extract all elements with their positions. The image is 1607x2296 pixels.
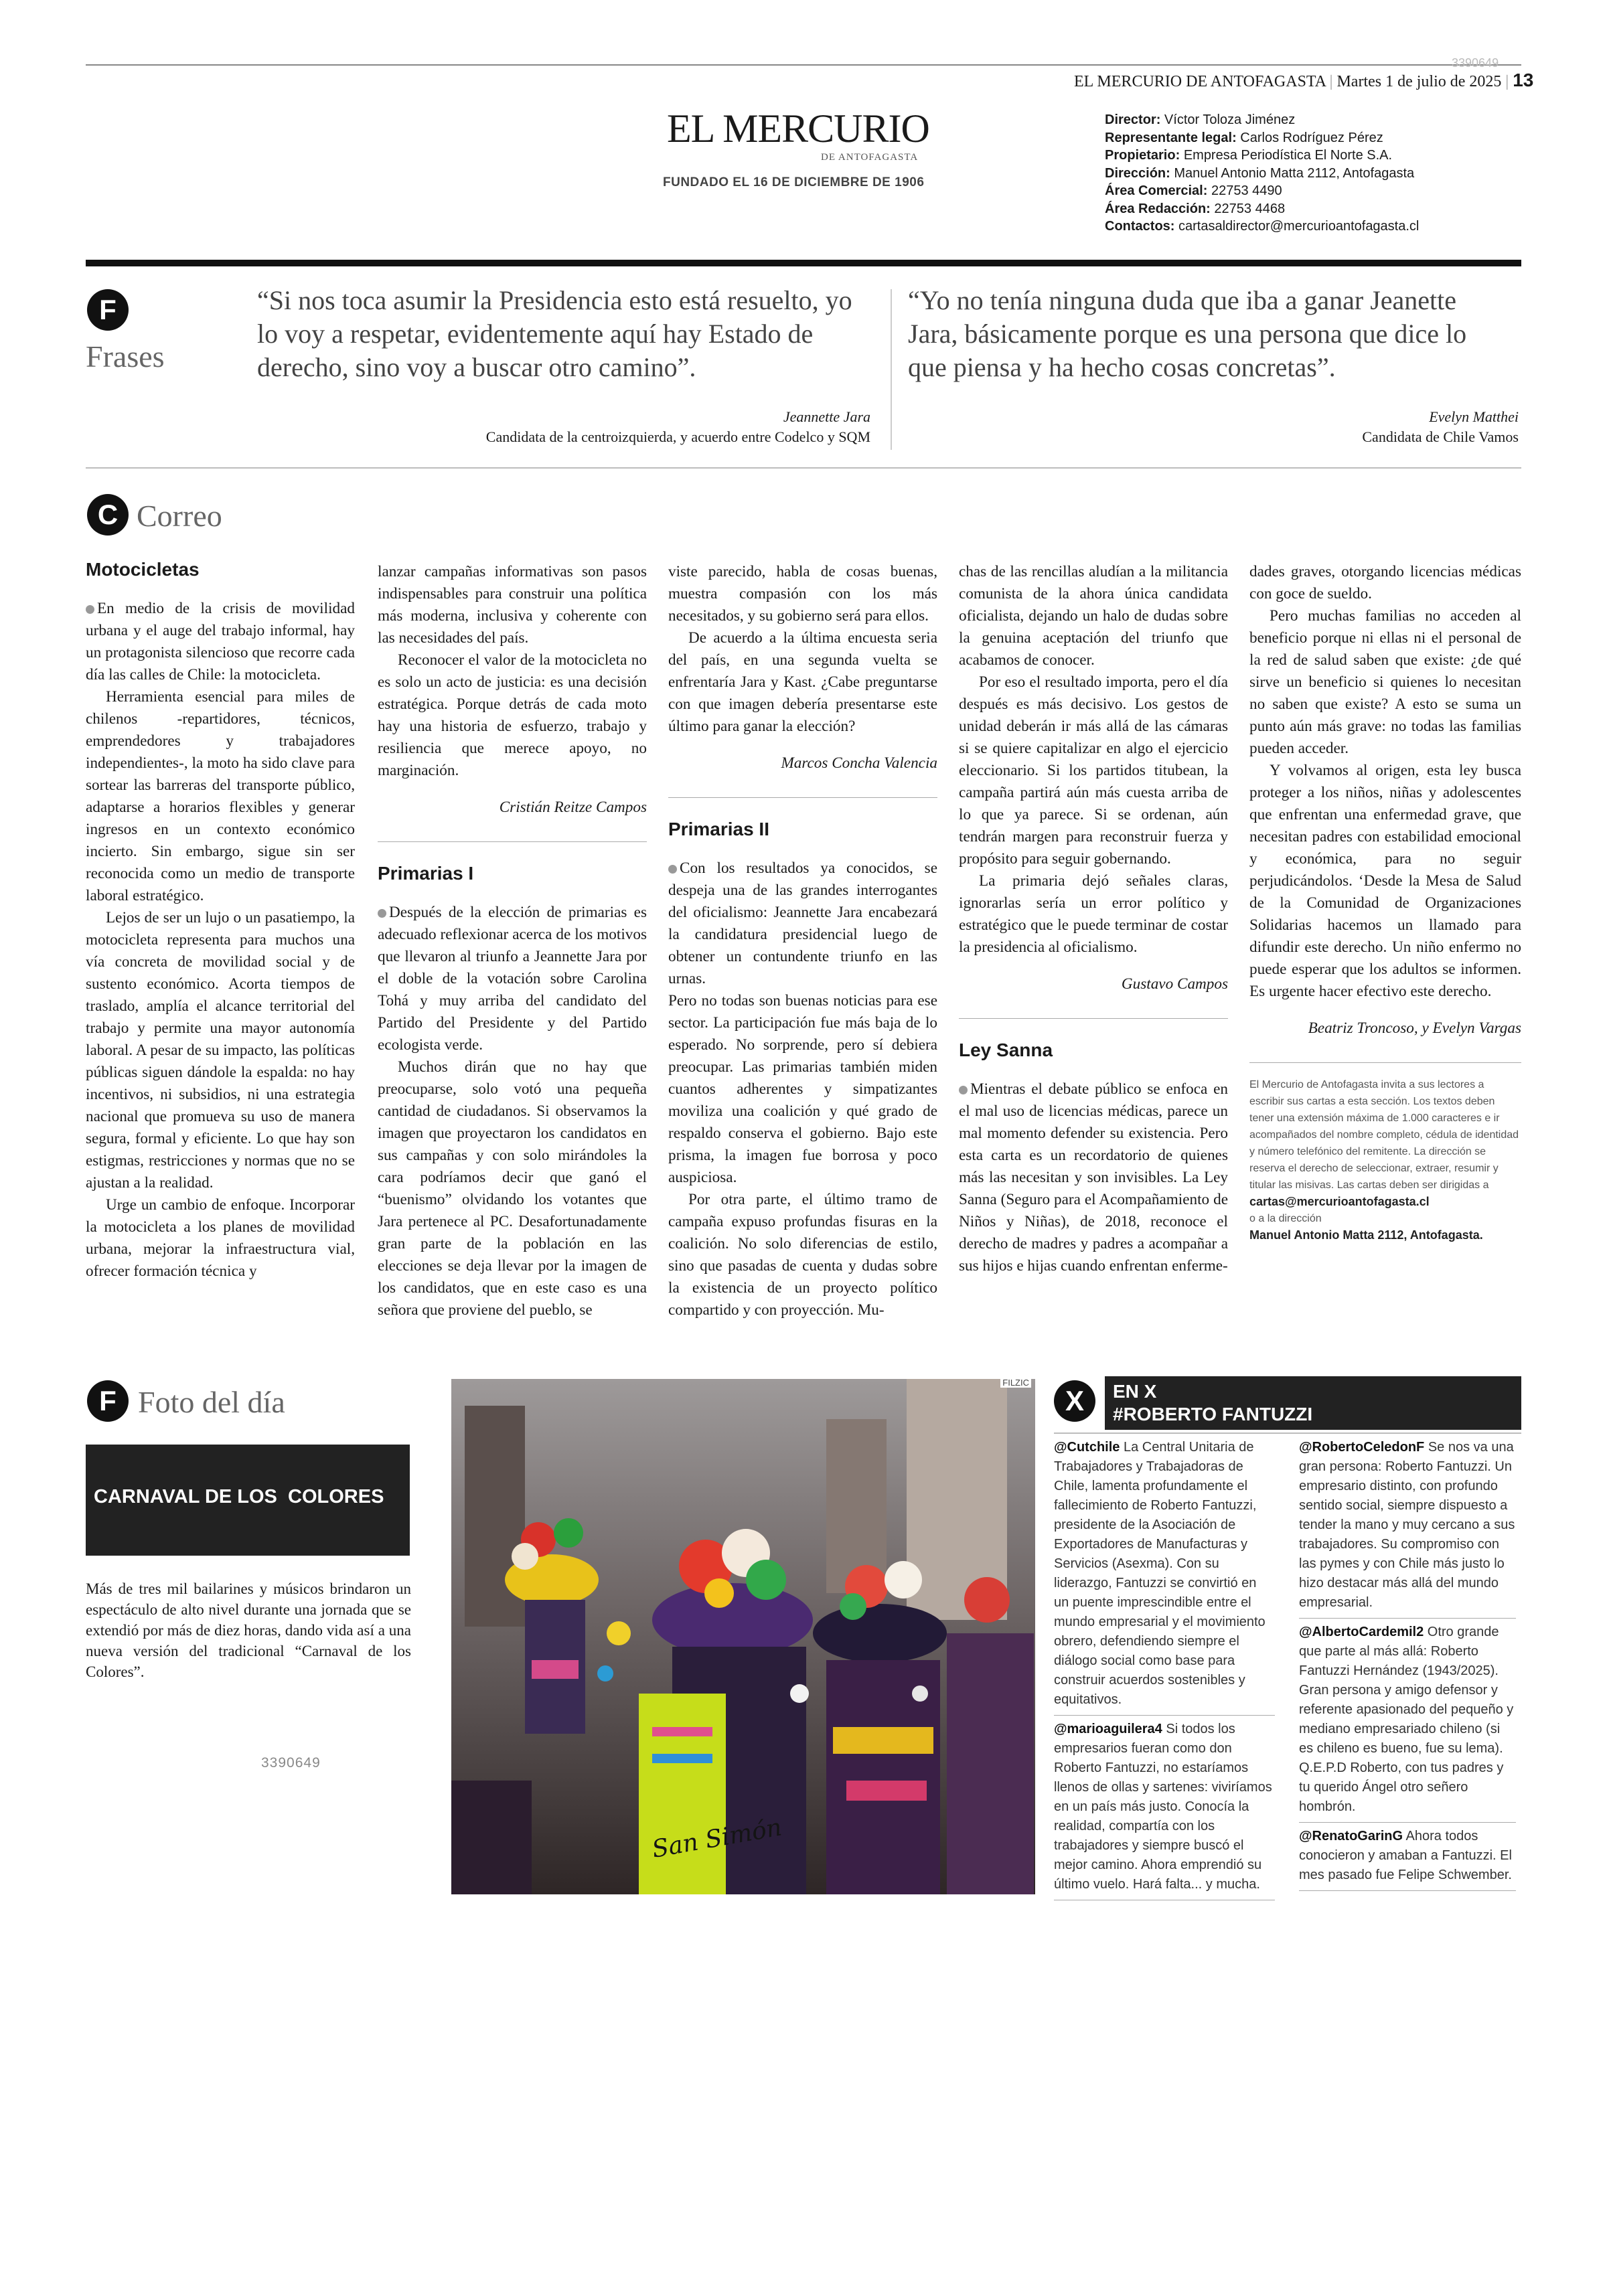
letter-paragraph: Mientras el debate público se enfoca en el mal uso de licencias médicas, parece un mal momento defender su existencia. Pero esta carta es un recordatorio de quienes más las necesitan y son invisibles. La Ley Sanna (Seguro para el Acompañamiento de Niños y Niñas), de 2018, reconoce el derecho de madres y padres a acompañar a sus hijos e hijas cuando enfrentan enferme-: [959, 1080, 1228, 1275]
letter-paragraph: viste parecido, habla de cosas buenas, muestra compasión con los más necesitados, y su gobierno será para ellos.: [668, 563, 937, 625]
letter-col-2: [378, 561, 647, 1321]
letter-paragraph: Urge un cambio de enfoque. Incorporar la motocicleta a los planes de movilidad urbana, mejorar la infraestructura vial, ofrecer formación técnica y: [86, 1196, 355, 1280]
letter-signature: Beatriz Troncoso, y Evelyn Vargas: [1308, 1019, 1521, 1037]
letter-paragraph: Pero no todas son buenas noticias para ese sector. La participación fue más baja de lo esperado. No sorprende, pero sí debiera preocupar. Las primarias también miden cuantos adherentes y simpatizantes moviliza una coalición y qué grado de respaldo conserva el gobierno. Bajo este prisma, la imagen fue borrosa y poco auspiciosa.: [668, 992, 937, 1186]
tweet-cutchile: @Cutchile La Central Unitaria de Trabajadores y Trabajadoras de Chile, lamenta profundamente el fallecimiento de Roberto Fantuzzi, presidente de la Asociación de Exportadores de Manufacturas y Servicios (Asexma). Con su liderazgo, Fantuzzi se convirtió en un puente imprescindible entre el mundo empresarial y el movimiento obrero, defendiendo siempre el diálogo social como base para construir acuerdos sostenibles y equitativos.: [1054, 1440, 1266, 1707]
letter-title-primarias-1: Primarias I: [378, 863, 474, 884]
letter-paragraph: Herramienta esencial para miles de chilenos -repartidores, técnicos, emprendedores y trabajadores independientes-, la moto ha sido clave para sortear las barreras del transporte público, adaptarse a horarios flexibles y generar ingresos en un contexto económico incierto. Sin embargo, sigue sin ser reconocida como un medio de transporte laboral estratégico.: [86, 688, 355, 904]
foto-title: CARNAVAL DE LOS COLORES: [94, 1486, 384, 1507]
letter-signature: Gustavo Campos: [1121, 975, 1228, 993]
letter-paragraph: Reconocer el valor de la motocicleta no es solo un acto de justicia: es una decisión estratégica. Porque detrás de cada moto hay una historia de esfuerzo, trabajo y resiliencia que merece apoyo, no marginación.: [378, 651, 647, 779]
tweet-handle[interactable]: @Cutchile: [1054, 1440, 1120, 1455]
letter-paragraph: Con los resultados ya conocidos, se despeja una de las grandes interrogantes del oficialismo: Jeannette Jara encabezará la candidatura presidencial luego de obtener un contundente triunfo en las urnas.: [668, 859, 937, 987]
bullet-icon: [378, 909, 386, 918]
x-header: [1105, 1376, 1521, 1430]
letter-separator: [959, 1018, 1228, 1019]
letter-paragraph: En medio de la crisis de movilidad urbana y el auge del trabajo informal, hay un protagonista silencioso que recorre cada día las calles de Chile: la motocicleta.: [86, 600, 355, 683]
masthead-logo: EL MERCURIO: [667, 106, 929, 151]
foto-image: [451, 1379, 1035, 1894]
letters-email[interactable]: cartas@mercurioantofagasta.cl: [1249, 1195, 1430, 1208]
thick-rule: [86, 260, 1521, 266]
staff-owner: Propietario: Empresa Periodística El Norte S.A.: [1105, 148, 1393, 163]
bullet-icon: [959, 1086, 968, 1094]
page-number: 13: [1513, 70, 1534, 90]
letter-separator: [378, 841, 647, 842]
letter-title-motocicletas: Motocicletas: [86, 559, 200, 580]
bullet-icon: [668, 865, 677, 874]
quote-jara-role: Candidata de la centroizquierda, y acuerdo entre Codelco y SQM: [485, 428, 870, 445]
frases-badge: F: [87, 289, 129, 331]
founded-line: FUNDADO EL 16 DE DICIEMBRE DE 1906: [663, 175, 925, 189]
bullet-icon: [86, 605, 94, 614]
frases-bottom-rule: [86, 467, 1521, 469]
foto-title-box: [86, 1445, 410, 1556]
correo-badge: C: [87, 494, 129, 536]
letter-paragraph: La primaria dejó señales claras, ignorarlas sería un error político y estratégico que le puede terminar de costar la presidencia al oficialismo.: [959, 872, 1228, 956]
tweet-handle[interactable]: @AlbertoCardemil2: [1299, 1625, 1424, 1639]
folio-paper: EL MERCURIO DE ANTOFAGASTA: [1074, 73, 1326, 90]
quote-matthei-author: Evelyn Matthei: [1429, 408, 1519, 425]
correo-label: Correo: [137, 499, 222, 533]
x-badge: X: [1054, 1380, 1095, 1422]
letters-address: Manuel Antonio Matta 2112, Antofagasta.: [1249, 1228, 1483, 1242]
letter-signature: Cristián Reitze Campos: [499, 799, 647, 816]
letters-or: o a la dirección: [1249, 1213, 1322, 1224]
shirt-text: San Simón: [649, 1813, 784, 1864]
letter-separator: [1249, 1062, 1521, 1063]
staff-newsroom: Área Redacción: 22753 4468: [1105, 201, 1286, 216]
carnival-dancers-photo: [451, 1379, 1035, 1894]
top-rule: [86, 64, 1521, 66]
letter-paragraph: dades graves, otorgando licencias médicas con goce de sueldo.: [1249, 563, 1521, 602]
letter-paragraph: Después de la elección de primarias es adecuado reflexionar acerca de los motivos que llevaron al triunfo a Jeannette Jara por el doble de la votación sobre Carolina Tohá y muy arriba del candidato del Partido del Presidente y del Partido ecologista verde.: [378, 904, 647, 1054]
tweet-robertoceledonf: @RobertoCeledonF Se nos va una gran persona: Roberto Fantuzzi. Un empresario distinto, con profundo sentido social, siempre dispuesto a tender la mano y muy cercano a sus trabajadores. Su compromiso con las pymes y con Chile más justo lo hizo destacar más allá del mundo empresarial.: [1299, 1440, 1515, 1610]
x-col-left: [1054, 1438, 1275, 1904]
tweet-albertocardemil2: @AlbertoCardemil2 Otro grande que parte al más allá: Roberto Fantuzzi Hernández (1943/2025). Gran persona y amigo defensor y referente apasionado del pequeño y mediano empresariado chileno (si es chileno es bueno, fue su lema). Q.E.P.D Roberto, con tus padres y tu querido Ángel otro señero hombrón.: [1299, 1625, 1514, 1814]
staff-box: [1105, 111, 1520, 236]
x-header-line1: EN X: [1113, 1381, 1157, 1402]
frases-divider: [891, 289, 892, 450]
folio: EL MERCURIO DE ANTOFAGASTA | Martes 1 de julio de 2025 | 13: [1074, 70, 1534, 90]
masthead-sub: DE ANTOFAGASTA: [821, 152, 919, 163]
foto-caption: Más de tres mil bailarines y músicos brindaron un espectáculo de alto nivel durante una jornada que se extendió por más de diez horas, dando vida así a una nueva versión del tradicional “Carnaval de los Colores”.: [86, 1580, 411, 1680]
letter-paragraph: Y volvamos al origen, esta ley busca proteger a los niños, niñas y adolescentes que enfrentan una enfermedad grave, que necesitan padres con estabilidad emocional y económica, para no seguir perjudicándolos. ‘Desde la Mesa de Salud de la Comunidad de Organizaciones Solidarias hacemos un llamado para difundir este derecho. Un niño enfermo no puede esperar que los adultos se informen. Es urgente hacer efectivo este derecho.: [1249, 762, 1521, 1000]
tweet-handle[interactable]: @RenatoGarinG: [1299, 1829, 1403, 1843]
letter-col-1: [86, 558, 355, 1283]
letter-paragraph: Pero muchas familias no acceden al beneficio porque ni ellas ni el personal de la red de salud saben que existe: ¿de qué sirve un beneficio si quienes lo necesitan no saben que existe? A esto se suma un punto aún más grave: no todas las familias pueden acceder.: [1249, 607, 1521, 757]
letters-notice: El Mercurio de Antofagasta invita a sus lectores a escribir sus cartas a esta sección. Los textos deben tener una extensión máxima de 1.000 caracteres e ir acompañados del nombre completo, cédula de identidad y número telefónico del remitente. La dirección se reserva el derecho de seleccionar, extraer, resumir y titular las misivas. Las cartas deben ser dirigidas a cartas@mercurioantofagasta.cl o a la dirección Manuel Antonio Matta 2112, Antofagasta.: [1249, 1076, 1521, 1244]
foto-badge: F: [87, 1380, 129, 1422]
letter-paragraph: Por otra parte, el último tramo de campaña expuso profundas fisuras en la coalición. No solo diferencias de estilo, sino que pasadas de cuenta y dudas sobre la existencia de un proyecto político compartido y con proyección. Mu-: [668, 1191, 937, 1319]
x-header-line2: #ROBERTO FANTUZZI: [1113, 1404, 1313, 1424]
tweet-separator: [1299, 1822, 1516, 1823]
staff-commercial: Área Comercial: 22753 4490: [1105, 183, 1282, 198]
quote-matthei-role: Candidata de Chile Vamos: [1362, 428, 1519, 445]
staff-legal: Representante legal: Carlos Rodríguez Pérez: [1105, 130, 1383, 145]
letter-separator: [668, 797, 937, 798]
page-stamp: 3390649: [1452, 56, 1499, 70]
quote-matthei: “Yo no tenía ninguna duda que iba a ganar Jeanette Jara, básicamente porque es una persona que dice lo que piensa y ha hecho cosas concretas”.: [908, 285, 1467, 382]
letter-paragraph: Lejos de ser un lujo o un pasatiempo, la motocicleta representa para muchos una vía concreta de movilidad social y de sustento económico. Acorta tiempos de traslado, amplía el alcance territorial del trabajo y permite una mayor autonomía laboral. A pesar de su impacto, las políticas públicas siguen dándole la espalda: no hay incentivos, ni subsidios, ni una estrategia nacional que promueva su uso de manera segura, formal y eficiente. Lo que hay son estigmas, restricciones y normas que no se ajustan a la realidad.: [86, 909, 355, 1192]
quote-jara-attribution: [257, 407, 870, 447]
letter-paragraph: Por eso el resultado importa, pero el día después es más decisivo. Los gestos de unidad deberán ir más allá de las cámaras si se quiere capitalizar en algo el ejercicio eleccionario. Si los partidos titubean, la campaña partirá aún más cuesta arriba de lo que ya parece. Si se ordenan, aún tendrán margen para reconstruir fuerza y propósito para seguir gobernando.: [959, 673, 1228, 868]
tweet-renatogaring: @RenatoGarinG Ahora todos conocieron y amaban a Fantuzzi. El mes pasado fue Felipe Schwember.: [1299, 1829, 1512, 1882]
letter-col-5: [1249, 561, 1521, 1244]
letter-col-4: [959, 561, 1228, 1277]
staff-address: Dirección: Manuel Antonio Matta 2112, Antofagasta: [1105, 165, 1415, 181]
letter-paragraph: Muchos dirán que no hay que preocuparse, solo votó una pequeña cantidad de ciudadanos. Si observamos la imagen que proyectaron los candidatos en sus campañas y con solo mirándoles la cara podríamos decir que ganó el “buenismo” olvidando los votantes que Jara pertenece al PC. Desafortunadamente gran parte de la población en las elecciones se deja llevar por la imagen de los candidatos, que en este caso es una señora que proviene del pueblo, se: [378, 1058, 647, 1319]
tweet-handle[interactable]: @RobertoCeledonF: [1299, 1440, 1425, 1455]
letter-signature: Marcos Concha Valencia: [781, 754, 937, 772]
letter-title-primarias-2: Primarias II: [668, 819, 769, 839]
letter-col-3: [668, 561, 937, 1321]
letter-paragraph: chas de las rencillas aludían a la militancia comunista de la ahora única candidata oficialista, dejando un halo de dudas sobre la genuina aceptación del triunfo que acabamos de conocer.: [959, 563, 1228, 669]
quote-jara-author: Jeannette Jara: [783, 408, 870, 425]
tweet-separator: [1299, 1618, 1516, 1619]
staff-contacts: Contactos: cartasaldirector@mercurioantofagasta.cl: [1105, 219, 1420, 234]
foto-label: Foto del día: [138, 1385, 285, 1419]
foto-code: 3390649: [261, 1755, 321, 1771]
x-col-right: [1299, 1438, 1516, 1895]
folio-date: Martes 1 de julio de 2025: [1336, 73, 1502, 90]
quote-jara: “Si nos toca asumir la Presidencia esto está resuelto, yo lo voy a respetar, evidentemente aquí hay Estado de derecho, sino voy a buscar otro camino”.: [257, 285, 852, 382]
tweet-separator: [1054, 1715, 1275, 1716]
quote-matthei-attribution: [908, 407, 1519, 447]
tweet-handle[interactable]: @marioaguilera4: [1054, 1722, 1162, 1736]
letter-paragraph: De acuerdo a la última encuesta seria del país, en una segunda vuelta se enfrentaría Jara y Kast. ¿Cabe preguntarse con que imagen debería presentarse este último para ganar la elección?: [668, 629, 937, 735]
tweet-separator: [1299, 1890, 1516, 1891]
photo-credit: FILZIC: [1000, 1379, 1031, 1388]
letter-title-ley-sanna: Ley Sanna: [959, 1040, 1053, 1060]
staff-director: Director: Víctor Toloza Jiménez: [1105, 112, 1296, 127]
x-top-rule: [1054, 1432, 1521, 1434]
tweet-marioaguilera4: @marioaguilera4 Si todos los empresarios fueran como don Roberto Fantuzzi, no estaríamos llenos de ollas y sartenes: viviríamos en un país más justo. Conocía la realidad, compartía con los trabajadores y siempre buscó el mejor camino. Ahora emprendió su último vuelo. Hará falta... y mucha.: [1054, 1722, 1272, 1892]
letter-paragraph: lanzar campañas informativas son pasos indispensables para construir una política más moderna, inclusiva y coherente con las necesidades del país.: [378, 563, 647, 647]
frases-label: Frases: [86, 339, 165, 374]
